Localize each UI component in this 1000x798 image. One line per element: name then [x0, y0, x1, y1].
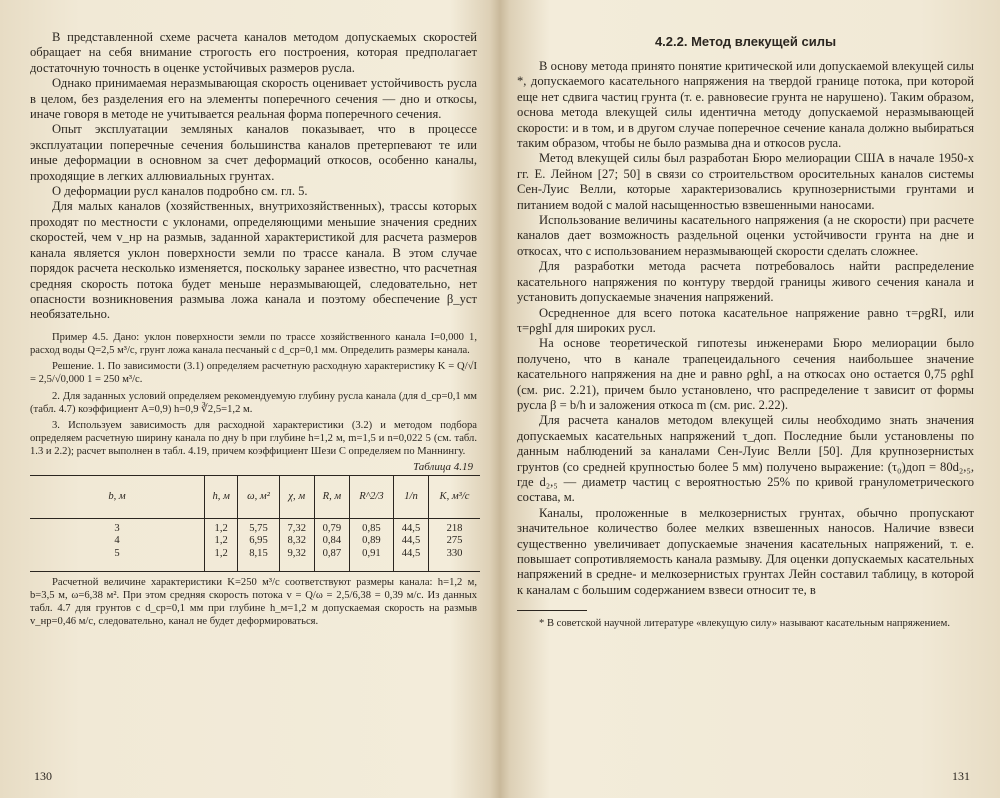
- table-header-r23: R^2/3: [349, 475, 393, 518]
- table-caption: Таблица 4.19: [413, 460, 473, 473]
- right-paragraph-5: Осредненное для всего потока касательное напряжение равно τ=ρgRI, или τ=ρghI для широких русл.: [517, 305, 974, 335]
- left-paragraph-3: Опыт эксплуатации земляных каналов показывает, что в процессе эксплуатации поперечные сечения большинства каналов претерпевают те или иные деформации в основном за счет деформаций откосов, особенно каналы, проходящие в легких аллювиальных грунтах.: [30, 122, 477, 183]
- table-cell-r: 0,79 0,84 0,87: [314, 518, 349, 571]
- table-row: [30, 518, 480, 571]
- left-paragraph-2: Однако принимаемая неразмывающая скорость оценивает устойчивость русла в целом, без разделения его на элементы поперечного сечения — дно и откосы, иначе говоря в методе не учитывается реальная форма поперечного сечения.: [30, 76, 477, 122]
- table-cell-h: 1,2 1,2 1,2: [205, 518, 238, 571]
- solution-step-3: 3. Используем зависимость для расходной характеристики (3.2) и методом подбора определяем расчетную ширину канала по дну b при глубине h=1,2 м, m=1,5 и n=0,022 5 (см. табл. 1.3 и 2.2); расчет выполнен в табл. 4.19, причем коэффициент Шези C определяем по Маннингу.: [30, 419, 477, 458]
- solution-step-1: Решение. 1. По зависимости (3.1) определяем расчетную расходную характеристику K = Q/√I = 2,5/√0,000 1 = 250 м³/с.: [30, 361, 477, 386]
- left-paragraph-4: О деформации русл каналов подробно см. гл. 5.: [52, 184, 308, 199]
- table-cell-r23: 0,85 0,89 0,91: [349, 518, 393, 571]
- table-header-row: [30, 475, 480, 518]
- example-result: Расчетной величине характеристики K=250 м³/с соответствуют размеры канала: h=1,2 м, b=3,5 м, ω=6,38 м². При этом средняя скорость потока v = Q/ω = 2,5/6,38 = 0,39 м/с. Из данных табл. 4.7 для грунтов с d_ср=0,1 мм при глубине h_м=1,2 м допускаемая скорость на размыв v_нр=0,46 м/с, следовательно, канал не будет деформироваться.: [30, 576, 477, 628]
- right-paragraph-8: Каналы, проложенные в мелкозернистых грунтах, обычно пропускают значительное количество более мелких взвешенных наносов. Наличие взвеси существенно увеличивает допускаемые значения касательных напряжений, т. е. повышает сопротивляемость канала размыву. Для оценки допускаемых касательных напряжений в средне- и мелкозернистых грунтах Лейн составил таблицу, в которой к каналам с большим содержанием взвеси относит те, в: [517, 505, 974, 597]
- left-paragraph-1: В представленной схеме расчета каналов методом допускаемых скоростей обращает на себя внимание строгость его построения, которая предполагает достаточную точность в оценке устойчивых размеров русла.: [30, 30, 477, 75]
- solution-step-2: 2. Для заданных условий определяем рекомендуемую глубину русла канала (для d_ср=0,1 мм (табл. 4.7) коэффициент A=0,9) h=0,9 ∛2,5=1,2 м.: [30, 390, 477, 415]
- right-page: [505, 0, 1000, 798]
- table-header-r: R, м: [314, 475, 349, 518]
- right-paragraph-7: Для расчета каналов методом влекущей силы необходимо знать значения допускаемых касательных напряжений τ_доп. Последние были установлены по данным наблюдений за каналами Сен-Луис Велли [50]. Для крупнозернистых грунтов (со средней крупностью более 5 мм) получено выражение: (τ₀)доп = 80d₂,₅, где d₂,₅ — диаметр частиц с вероятностью 25% по кривой гранулометрического состава, м.: [517, 413, 974, 505]
- table-header-k: K, м³/с: [429, 475, 480, 518]
- table-header-chi: χ, м: [279, 475, 314, 518]
- footnote-divider: [517, 610, 587, 611]
- right-paragraph-1: В основу метода принято понятие критической или допускаемой влекущей силы *, допускаемого касательного напряжения на твердой границе потока, при которой еще нет сдвига частиц грунта (т. е. равновесие грунта не нарушено). Таким образом, основа метода влекущей силы идентична методу допускаемой неразмывающей скорости: и в том, и в другом случае поперечное сечение канала должно выбираться таким образом, чтобы не было размыва дна и откосов русла.: [517, 59, 974, 151]
- right-paragraph-3: Использование величины касательного напряжения (а не скорости) при расчете каналов дает возможность раздельной оценки устойчивости грунта на дне и откосах, что с использованием неразмывающей скорости сделать сложнее.: [517, 213, 974, 258]
- page-number-left: 130: [34, 769, 52, 783]
- table-cell-k: 218 275 330: [429, 518, 480, 571]
- right-paragraph-2: Метод влекущей силы был разработан Бюро мелиорации США в начале 1950-х гг. Е. Лейном [27; 50] в связи со строительством оросительных каналов системы Сен-Луис Велли, которые характеризовались крупнозернистыми грунтами и питанием водой с малой насыщенностью взвешенными наносами.: [517, 151, 974, 212]
- table-header-h: h, м: [205, 475, 238, 518]
- right-paragraph-6: На основе теоретической гипотезы инженерами Бюро мелиорации было получено, что в канале трапецеидального сечения наибольшее значение касательного напряжения на дне и равно ρghI, а на откосах оно остается 0,75 ρghI (см. рис. 2.21), причем было установлено, что распределение τ зависит от формы русла β = b/h и заложения откоса m (см. рис. 2.22).: [517, 336, 974, 412]
- table-header-b: b, м: [30, 475, 205, 518]
- table-cell-1n: 44,5 44,5 44,5: [393, 518, 428, 571]
- table-cell-b: 3 4 5: [30, 518, 205, 571]
- right-paragraph-4: Для разработки метода расчета потребовалось найти распределение касательного напряжения по контуру твердой границы живого сечения канала и установить допускаемые значения напряжений.: [517, 259, 974, 305]
- page-number-right: 131: [952, 769, 970, 783]
- calculation-table: [30, 475, 480, 572]
- section-heading: 4.2.2. Метод влекущей силы: [654, 34, 837, 49]
- table-header-omega: ω, м²: [238, 475, 279, 518]
- table-cell-omega: 5,75 6,95 8,15: [238, 518, 279, 571]
- left-paragraph-5: Для малых каналов (хозяйственных, внутрихозяйственных), трассы которых проходят по местности с уклонами, определяющими меньшие значения средних скоростей, чем v_нр на размыв, заданной характеристикой для расчета размеров канала является уклон поверхности земли по трассе канала. В этом случае порядок расчета несколько изменяется, поскольку заранее известно, что расчетная средняя скорость потока будет меньше неразмывающей, следовательно, нет опасности возникновения размыва ложа канала и поэтому обеспечение β_уст необязательно.: [30, 199, 477, 322]
- table-header-1n: 1/n: [393, 475, 428, 518]
- left-page: [0, 0, 495, 798]
- example-statement: Пример 4.5. Дано: уклон поверхности земли по трассе хозяйственного канала I=0,000 1, расход воды Q=2,5 м³/с, грунт ложа канала песчаный с d_ср=0,1 мм. Определить размеры канала.: [30, 331, 477, 356]
- table-cell-chi: 7,32 8,32 9,32: [279, 518, 314, 571]
- footnote: * В советской научной литературе «влекущую силу» называют касательным напряжением.: [539, 618, 950, 630]
